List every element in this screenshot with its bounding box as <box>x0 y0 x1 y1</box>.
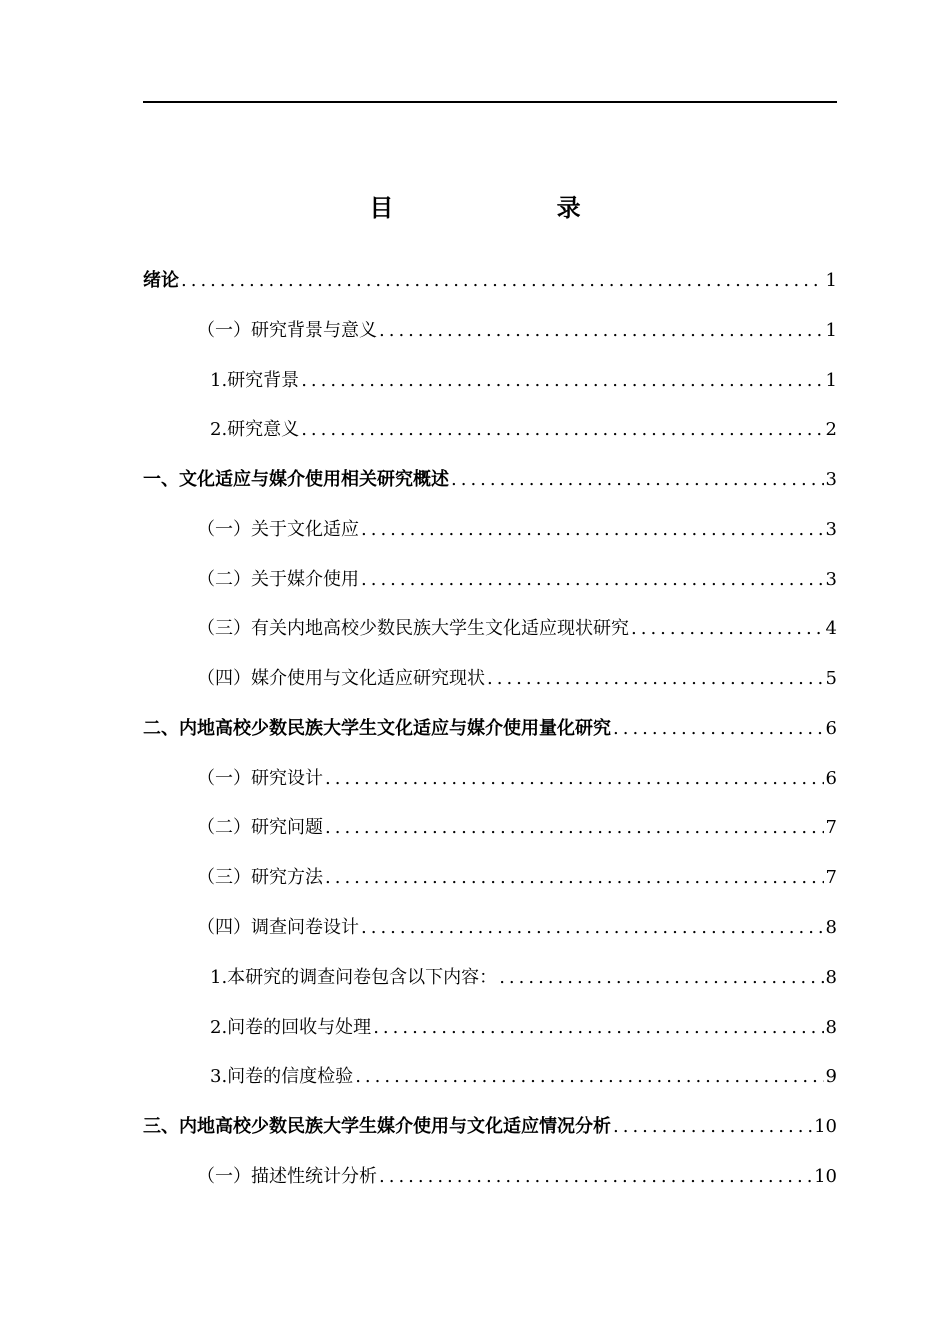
dot-leader <box>325 863 824 893</box>
toc-entry[interactable] <box>210 415 837 445</box>
toc-page-number: 7 <box>825 867 837 888</box>
toc-page-number: 10 <box>814 1116 837 1137</box>
toc-page-number: 5 <box>825 668 837 689</box>
toc-entry-text: （二）关于媒介使用 <box>197 569 359 590</box>
dot-leader <box>631 614 824 644</box>
toc-entry-text: 2.问卷的回收与处理 <box>210 1017 372 1038</box>
dot-leader <box>487 664 824 694</box>
toc-entry[interactable] <box>197 664 837 694</box>
toc-entry-text: 1.研究背景 <box>210 370 300 391</box>
toc-entry-text: 2.研究意义 <box>210 419 300 440</box>
toc-entry[interactable] <box>197 1162 837 1192</box>
dot-leader <box>451 465 824 495</box>
toc-entry[interactable] <box>143 714 837 744</box>
dot-leader <box>361 913 824 943</box>
toc-entry-text: （一）描述性统计分析 <box>197 1166 377 1187</box>
toc-title: 目 录 <box>369 194 619 222</box>
toc-page-number: 8 <box>825 1017 837 1038</box>
dot-leader <box>499 963 823 993</box>
toc-entry-text: 三、内地高校少数民族大学生媒介使用与文化适应情况分析 <box>143 1116 611 1137</box>
toc-entry[interactable] <box>210 1013 837 1043</box>
toc-entry-text: （四）调查问卷设计 <box>197 917 359 938</box>
toc-page-number: 1 <box>825 370 837 391</box>
dot-leader <box>361 565 824 595</box>
toc-entry[interactable] <box>197 913 837 943</box>
toc-page-number: 1 <box>825 320 837 341</box>
dot-leader <box>379 316 824 346</box>
toc-entry[interactable] <box>197 863 837 893</box>
dot-leader <box>181 266 824 296</box>
toc-page-number: 9 <box>825 1066 837 1087</box>
toc-entry[interactable] <box>143 1112 837 1142</box>
toc-page-number: 4 <box>825 618 837 639</box>
toc-page-number: 3 <box>825 519 837 540</box>
toc-page-number: 3 <box>825 469 837 490</box>
toc-entry-text: （三）研究方法 <box>197 867 323 888</box>
toc-entry[interactable] <box>197 316 837 346</box>
toc-page-number: 8 <box>825 967 837 988</box>
dot-leader <box>373 1013 823 1043</box>
toc-entry-text: （一）研究设计 <box>197 768 323 789</box>
dot-leader <box>355 1062 823 1092</box>
toc-entry[interactable] <box>197 813 837 843</box>
toc-entry[interactable] <box>143 266 837 296</box>
toc-entry-text: （三）有关内地高校少数民族大学生文化适应现状研究 <box>197 618 629 639</box>
toc-entry[interactable] <box>197 764 837 794</box>
toc-entry[interactable] <box>197 565 837 595</box>
toc-page-number: 7 <box>825 817 837 838</box>
dot-leader <box>301 415 823 445</box>
toc-page-number: 1 <box>825 270 837 291</box>
toc-entry[interactable] <box>197 515 837 545</box>
toc-entry-text: 一、文化适应与媒介使用相关研究概述 <box>143 469 449 490</box>
dot-leader <box>325 813 824 843</box>
dot-leader <box>325 764 824 794</box>
toc-page-number: 6 <box>825 718 837 739</box>
toc-entry-text: （一）关于文化适应 <box>197 519 359 540</box>
toc-entry-text: （二）研究问题 <box>197 817 323 838</box>
toc-entry-text: 1.本研究的调查问卷包含以下内容： <box>210 967 498 988</box>
toc-page-number: 2 <box>825 419 837 440</box>
toc-entry-text: 绪论 <box>143 270 179 291</box>
toc-entry-text: 二、内地高校少数民族大学生文化适应与媒介使用量化研究 <box>143 718 611 739</box>
toc-entry-text: （四）媒介使用与文化适应研究现状 <box>197 668 485 689</box>
dot-leader <box>379 1162 812 1192</box>
toc-entry[interactable] <box>210 963 837 993</box>
toc-page-number: 3 <box>825 569 837 590</box>
toc-entry-text: 3.问卷的信度检验 <box>210 1066 354 1087</box>
dot-leader <box>613 714 824 744</box>
toc-entry[interactable] <box>197 614 837 644</box>
toc-page-number: 6 <box>825 768 837 789</box>
toc-page-number: 8 <box>825 917 837 938</box>
toc-entry[interactable] <box>210 1062 837 1092</box>
dot-leader <box>613 1112 812 1142</box>
toc-entry[interactable] <box>143 465 837 495</box>
dot-leader <box>301 366 823 396</box>
toc-page-number: 10 <box>814 1166 837 1187</box>
dot-leader <box>361 515 824 545</box>
toc-entry[interactable] <box>210 366 837 396</box>
toc-entry-text: （一）研究背景与意义 <box>197 320 377 341</box>
